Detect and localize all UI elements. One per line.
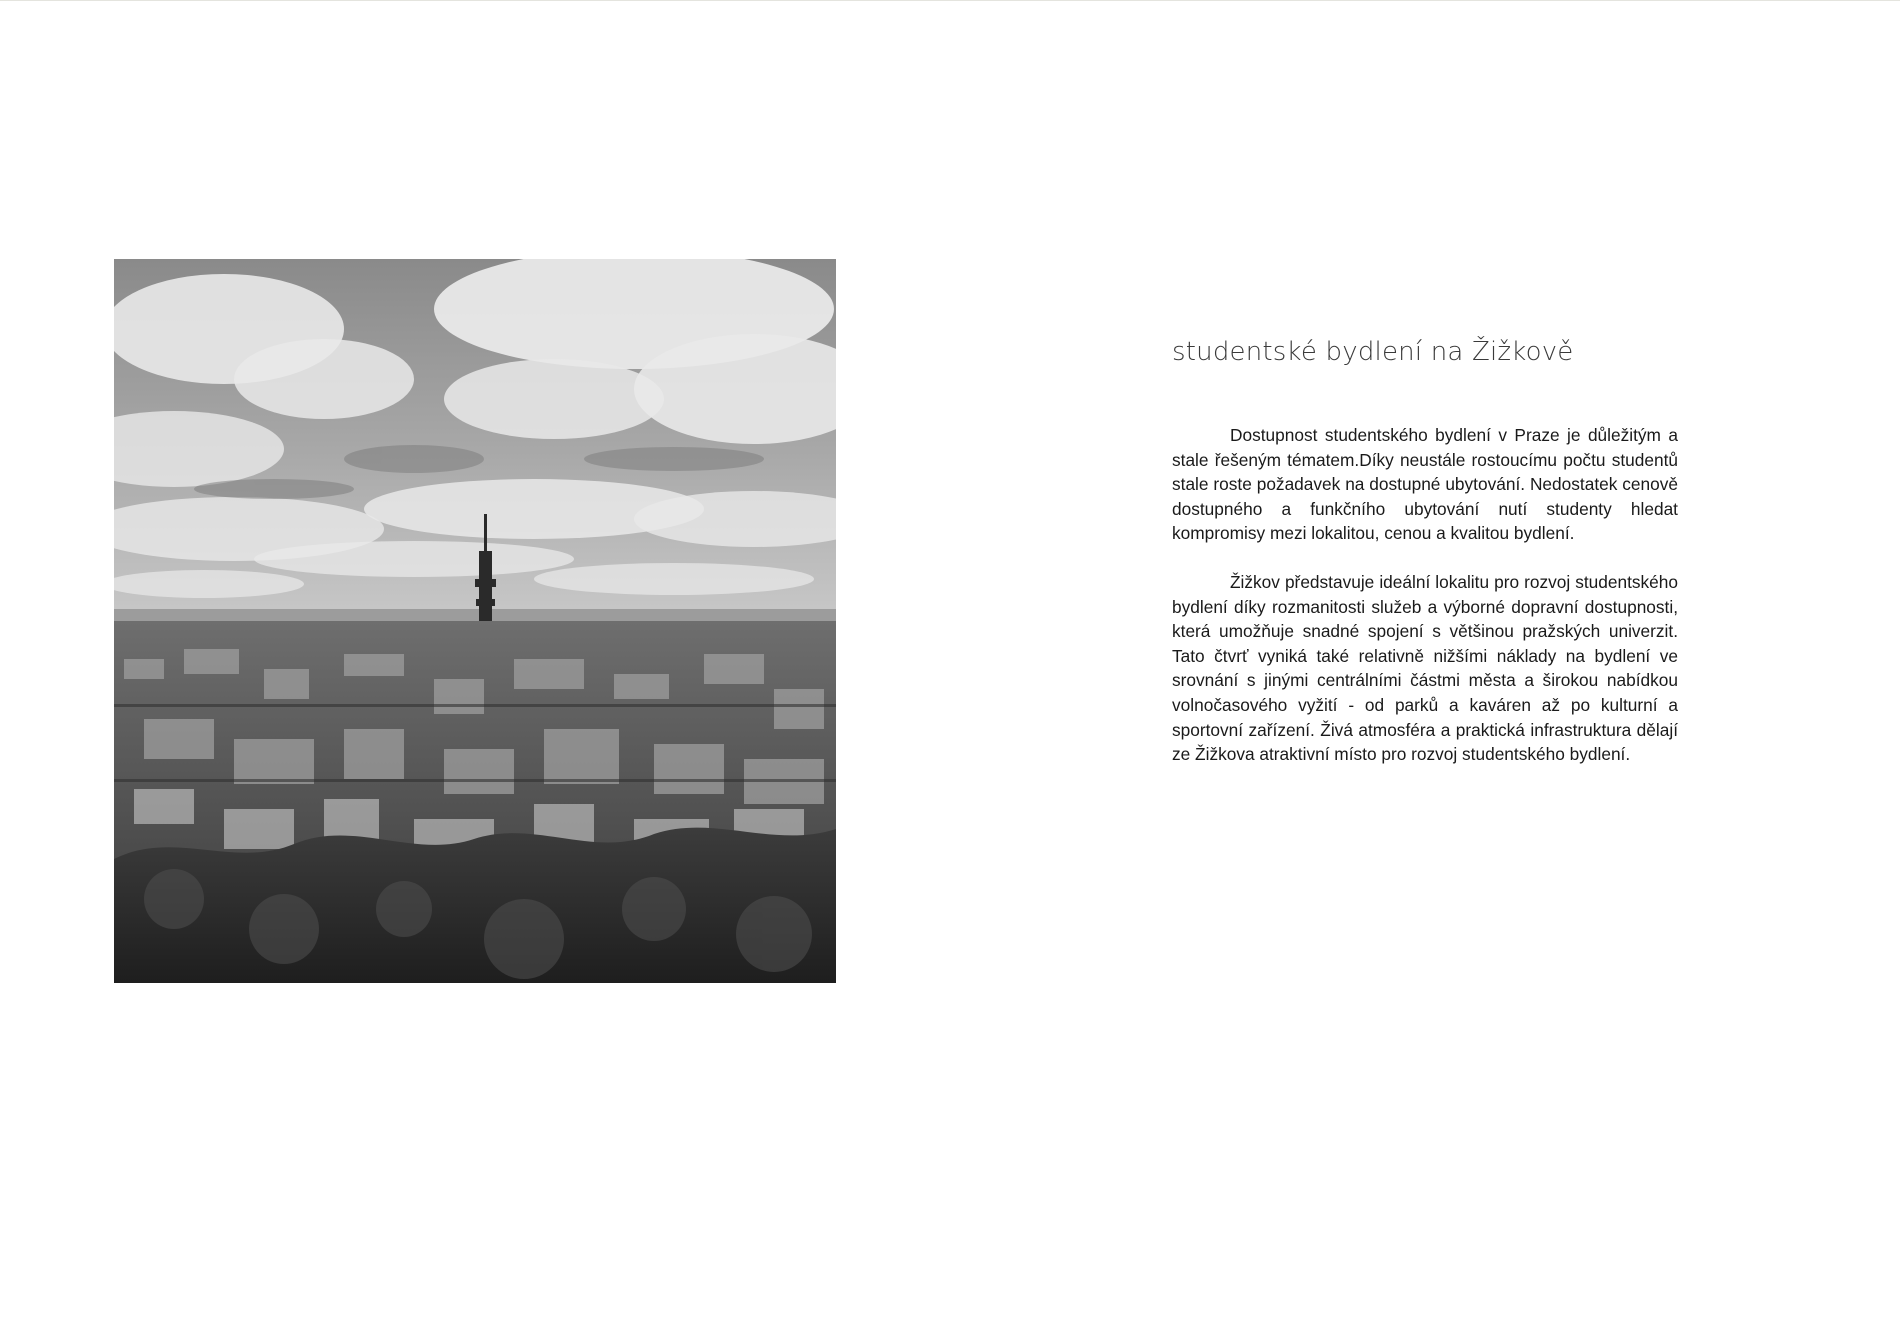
page-title: studentské bydlení na Žižkově — [1172, 337, 1574, 367]
paragraph-intro: Dostupnost studentského bydlení v Praze je důležitým a stale řešeným tématem.Díky neustále rostoucímu počtu studentů stale roste požadavek na dostupné ubytování. Nedostatek cenově dostupného a funkčního ubytování nutí studenty hledat kompromisy mezi lokalitou, cenou a kvalitou bydlení. — [1172, 425, 1678, 544]
zizkov-city-photo — [114, 259, 836, 983]
paragraph-zizkov: Žižkov představuje ideální lokalitu pro rozvoj studentského bydlení díky rozmanitosti služeb a výborné dopravní dostupnosti, která umožňuje snadné spojení s většinou pražských univerzit. Tato čtvrť vyniká také relativně nižšími náklady na bydlení ve srovnání s jinými centrálními částmi města a širokou nabídkou volnočasového vyžití - od parků a kaváren až po kulturní a sportovní zařízení. Živá atmosféra a praktická infrastruktura dělají ze Žižkova atraktivní místo pro rozvoj studentského bydlení. — [1172, 571, 1678, 765]
text-column — [1172, 331, 1678, 791]
